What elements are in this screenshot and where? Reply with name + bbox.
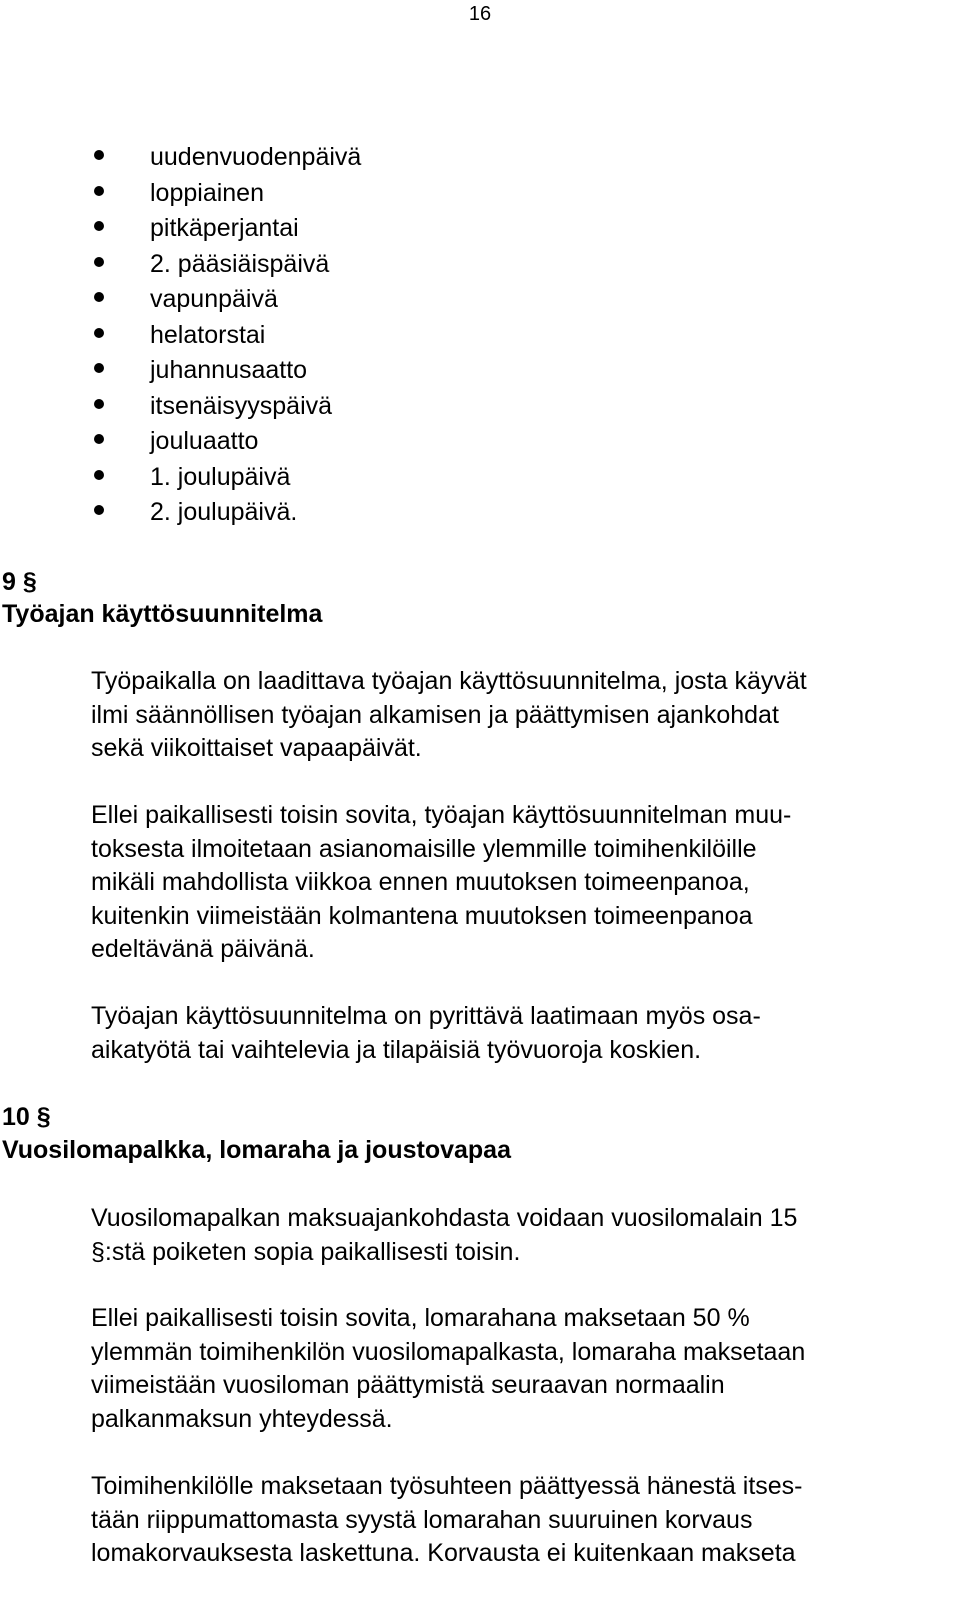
list-item-text: 2. joulupäivä. bbox=[150, 498, 298, 526]
bullet-icon bbox=[94, 470, 104, 480]
text-line: mikäli mahdollista viikkoa ennen muutoksen toimeenpanoa, bbox=[91, 868, 750, 896]
text-line: viimeistään vuosiloman päättymistä seuraavan normaalin bbox=[91, 1371, 725, 1399]
section-9-paragraph-1 bbox=[91, 665, 941, 766]
text-line: lomakorvauksesta laskettuna. Korvausta ei kuitenkaan makseta bbox=[91, 1539, 796, 1567]
text-line: §:stä poiketen sopia paikallisesti toisin. bbox=[91, 1237, 521, 1266]
text-line: Ellei paikallisesti toisin sovita, työajan käyttösuunnitelman muu- bbox=[91, 801, 792, 829]
text-line: kuitenkin viimeistään kolmantena muutoksen toimeenpanoa bbox=[91, 901, 753, 930]
section-10-number: 10 § bbox=[2, 1103, 51, 1131]
text-line: Toimihenkilölle maksetaan työsuhteen päättyessä hänestä itses- bbox=[91, 1472, 803, 1500]
text-line: ilmi säännöllisen työajan alkamisen ja päättymisen ajankohdat bbox=[91, 700, 779, 729]
section-9-number: 9 § bbox=[2, 568, 37, 596]
section-9-paragraph-3 bbox=[91, 1000, 941, 1067]
bullet-icon bbox=[94, 399, 104, 409]
bullet-icon bbox=[94, 363, 104, 373]
bullet-icon bbox=[94, 186, 104, 196]
section-10-paragraph-2 bbox=[91, 1302, 941, 1436]
bullet-icon bbox=[94, 328, 104, 338]
text-line: Työajan käyttösuunnitelma on pyrittävä laatimaan myös osa- bbox=[91, 1002, 761, 1030]
section-9-paragraph-2 bbox=[91, 799, 941, 967]
list-item-text: uudenvuodenpäivä bbox=[150, 143, 362, 171]
section-10-title: Vuosilomapalkka, lomaraha ja joustovapaa bbox=[2, 1136, 511, 1164]
bullet-icon bbox=[94, 505, 104, 515]
section-10-paragraph-3 bbox=[91, 1470, 941, 1571]
text-line: toksesta ilmoitetaan asianomaisille ylemmille toimihenkilöille bbox=[91, 834, 757, 863]
text-line: aikatyötä tai vaihtelevia ja tilapäisiä työvuoroja koskien. bbox=[91, 1035, 702, 1064]
list-item-text: jouluaatto bbox=[150, 427, 259, 455]
text-line: palkanmaksun yhteydessä. bbox=[91, 1404, 393, 1433]
bullet-icon bbox=[94, 150, 104, 160]
bullet-icon bbox=[94, 221, 104, 231]
text-line: ylemmän toimihenkilön vuosilomapalkasta, lomaraha maksetaan bbox=[91, 1337, 806, 1366]
text-line: Työpaikalla on laadittava työajan käyttösuunnitelma, josta käyvät bbox=[91, 667, 807, 695]
text-line: Ellei paikallisesti toisin sovita, lomarahana maksetaan 50 % bbox=[91, 1304, 750, 1332]
text-line: edeltävänä päivänä. bbox=[91, 935, 315, 963]
list-item-text: 1. joulupäivä bbox=[150, 462, 291, 491]
list-item-text: helatorstai bbox=[150, 320, 266, 349]
section-10-paragraph-1 bbox=[91, 1202, 941, 1269]
list-item-text: 2. pääsiäispäivä bbox=[150, 249, 330, 278]
section-9-title: Työajan käyttösuunnitelma bbox=[2, 600, 323, 628]
page-number: 16 bbox=[468, 3, 492, 25]
list-item-text: vapunpäivä bbox=[150, 285, 278, 313]
text-line: Vuosilomapalkan maksuajankohdasta voidaan vuosilomalain 15 bbox=[91, 1204, 798, 1232]
list-item-text: loppiainen bbox=[150, 178, 264, 207]
list-item-text: pitkäperjantai bbox=[150, 214, 299, 242]
bullet-icon bbox=[94, 257, 104, 267]
text-line: tään riippumattomasta syystä lomarahan suuruinen korvaus bbox=[91, 1505, 753, 1534]
bullet-icon bbox=[94, 434, 104, 444]
list-item-text: itsenäisyyspäivä bbox=[150, 391, 333, 420]
text-line: sekä viikoittaiset vapaapäivät. bbox=[91, 734, 422, 762]
list-item-text: juhannusaatto bbox=[150, 356, 308, 384]
bullet-icon bbox=[94, 292, 104, 302]
